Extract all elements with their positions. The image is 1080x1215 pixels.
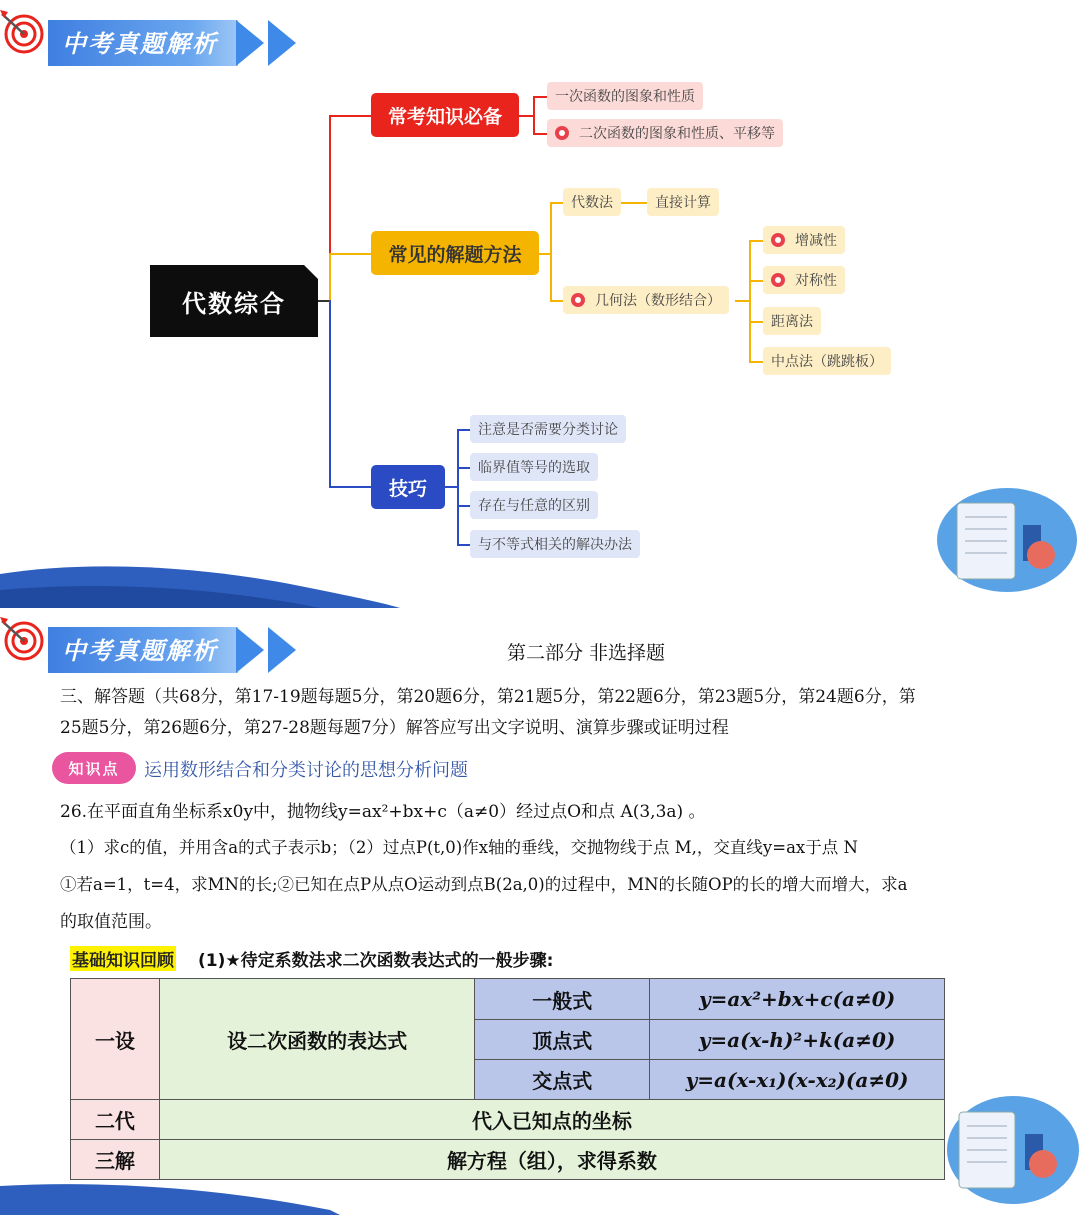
form-formula-general: y=ax²+bx+c(a≠0): [650, 979, 945, 1020]
leaf-monotonic: 增减性: [763, 226, 845, 254]
wave-divider: [0, 560, 1080, 610]
step-2-desc: 代入已知点的坐标: [159, 1100, 944, 1140]
question-line-2: （1）求c的值，并用含a的式子表示b；（2）过点P(t,0)作x轴的垂线，交抛物线于点 M,，交直线y=ax于点 N: [60, 838, 858, 857]
section-heading: 第二部分 非选择题: [507, 642, 666, 664]
leaf-tip-4: 与不等式相关的解决办法: [470, 530, 640, 558]
step-3-label: 三解: [71, 1140, 160, 1180]
marker-icon: [771, 273, 785, 287]
step-1-label: 一设: [71, 979, 160, 1100]
form-formula-intercept: y=a(x-x₁)(x-x₂)(a≠0): [650, 1060, 945, 1100]
question-line-1: 26.在平面直角坐标系x0y中，抛物线y=ax²+bx+c（a≠0）经过点O和点 A(3,3a) 。: [60, 802, 706, 822]
step-2-label: 二代: [71, 1100, 160, 1140]
review-text: (1)★待定系数法求二次函数表达式的一般步骤:: [198, 951, 554, 971]
form-formula-vertex: y=a(x-h)²+k(a≠0): [650, 1020, 945, 1060]
banner-title: 中考真题解析: [62, 30, 218, 58]
leaf-linear-function: 一次函数的图象和性质: [547, 82, 703, 110]
marker-icon: [771, 233, 785, 247]
wave-footer: [0, 1180, 1080, 1215]
marker-icon: [571, 293, 585, 307]
leaf-quadratic-function: 二次函数的图象和性质、平移等: [547, 119, 783, 147]
header-banner-bottom: [0, 615, 310, 681]
knowledge-point-badge: 知识点: [52, 752, 136, 784]
knowledge-point-text: 运用数形结合和分类讨论的思想分析问题: [144, 760, 468, 781]
header-banner-top: [0, 8, 310, 74]
branch-knowledge: 常考知识必备: [371, 93, 519, 137]
form-name-vertex: 顶点式: [475, 1020, 650, 1060]
form-name-intercept: 交点式: [475, 1060, 650, 1100]
branch-tips: 技巧: [371, 465, 445, 509]
intro-line-2: 25题5分，第26题6分，第27-28题每题7分）解答应写出文字说明、演算步骤或证明过程: [60, 718, 729, 738]
leaf-algebra-method: 代数法: [563, 188, 621, 216]
target-icon: [0, 615, 48, 663]
mindmap-root: 代数综合: [150, 265, 318, 337]
leaf-tip-1: 注意是否需要分类讨论: [470, 415, 626, 443]
question-line-3: ①若a=1，t=4，求MN的长;②已知在点P从点O运动到点B(2a,0)的过程中，MN的长随OP的长的增大而增大，求a: [60, 875, 908, 894]
question-line-4: 的取值范围。: [60, 912, 162, 932]
branch-methods: 常见的解题方法: [371, 231, 539, 275]
intro-line-1: 三、解答题（共68分，第17-19题每题5分，第20题6分，第21题5分，第22题6分，第23题5分，第24题6分，第: [60, 687, 916, 707]
leaf-symmetry: 对称性: [763, 266, 845, 294]
leaf-direct-calc: 直接计算: [647, 188, 719, 216]
steps-table: [70, 978, 945, 1180]
leaf-tip-3: 存在与任意的区别: [470, 491, 598, 519]
review-label: 基础知识回顾: [70, 946, 176, 971]
target-icon: [0, 8, 48, 56]
leaf-distance: 距离法: [763, 307, 821, 335]
step-1-desc: 设二次函数的表达式: [159, 979, 475, 1100]
leaf-midpoint: 中点法（跳跳板）: [763, 347, 891, 375]
banner-title: 中考真题解析: [62, 637, 218, 665]
leaf-tip-2: 临界值等号的选取: [470, 453, 598, 481]
marker-icon: [555, 126, 569, 140]
form-name-general: 一般式: [475, 979, 650, 1020]
leaf-geometry-method: 几何法（数形结合）: [563, 286, 729, 314]
step-3-desc: 解方程（组），求得系数: [159, 1140, 944, 1180]
